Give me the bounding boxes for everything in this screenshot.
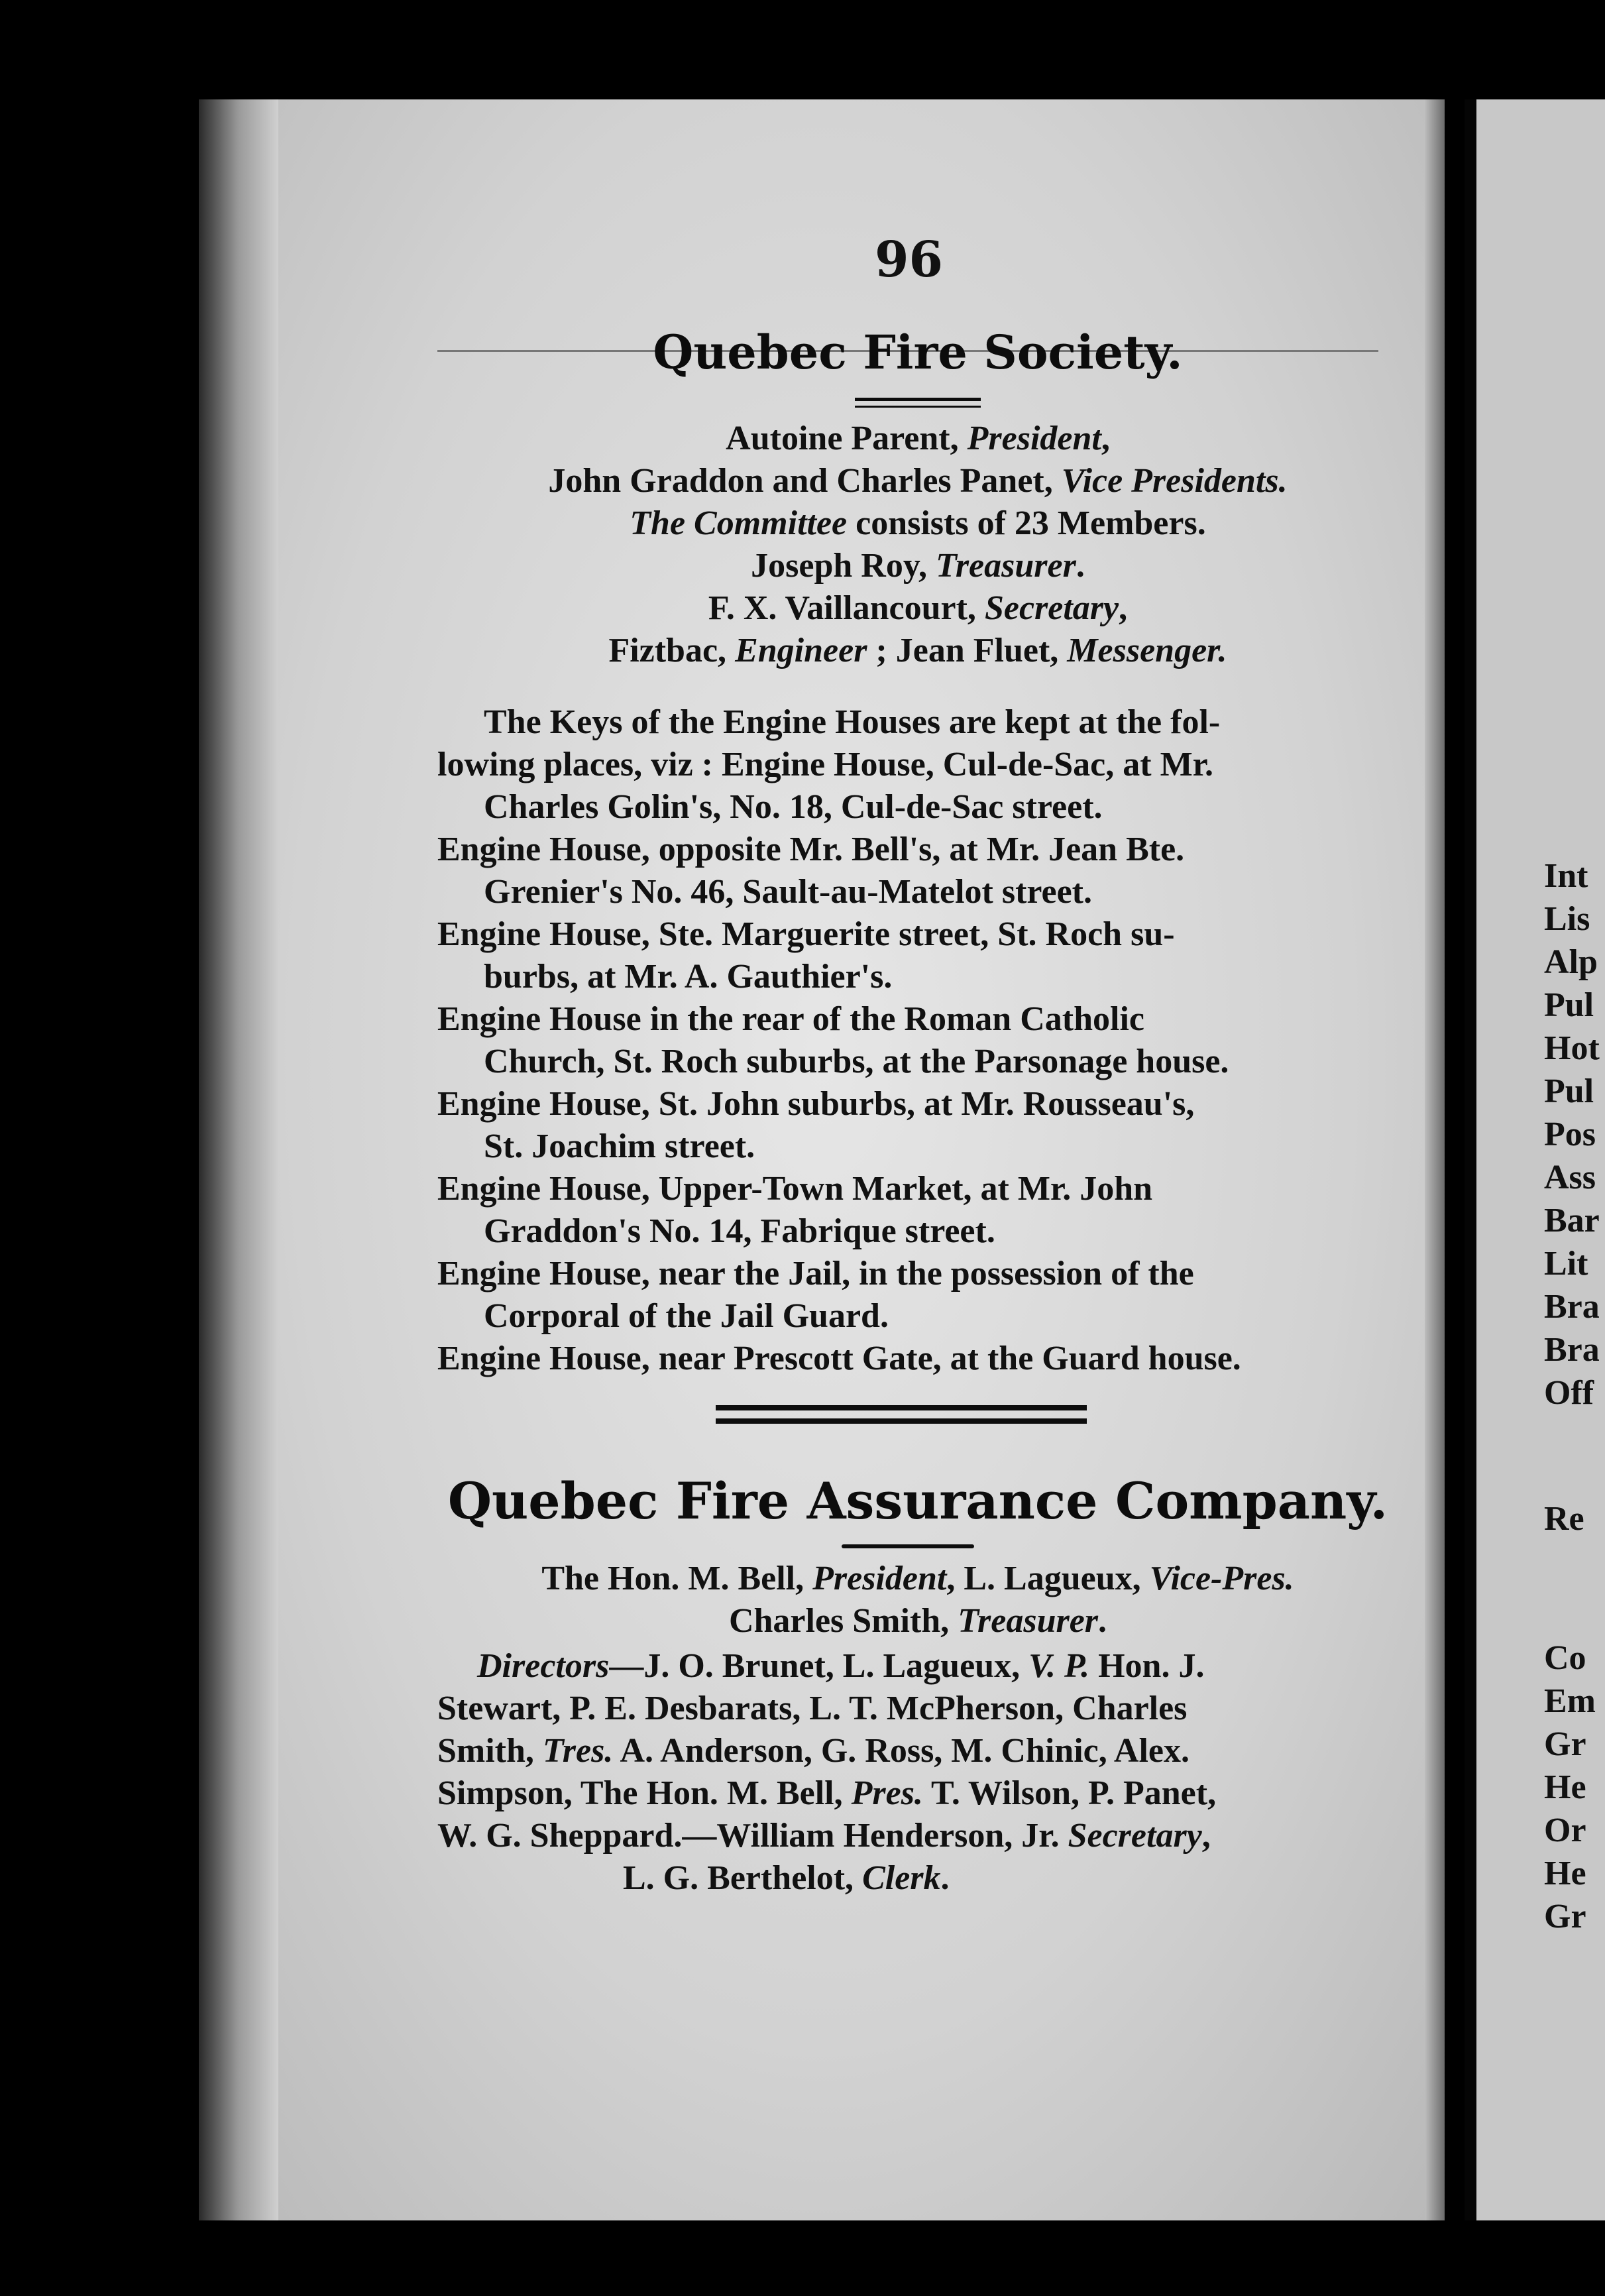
officer-line: F. X. Vaillancourt, Secretary, bbox=[708, 589, 1128, 627]
facing-page-word: Pul bbox=[1544, 986, 1594, 1024]
fire-society-title: Quebec Fire Society. bbox=[653, 325, 1183, 380]
facing-page-word: Int bbox=[1544, 857, 1588, 895]
engine-house-entry-cont: Church, St. Roch suburbs, at the Parsonage house. bbox=[484, 1043, 1229, 1080]
page-edge bbox=[1425, 99, 1445, 2220]
keys-paragraph bbox=[437, 701, 1378, 829]
officer-line: Fiztbac, Engineer ; Jean Fluet, Messenger. bbox=[608, 632, 1227, 669]
section-separator-2 bbox=[716, 1418, 1087, 1424]
facing-page-word: Or bbox=[1544, 1811, 1586, 1849]
facing-page-word: Hot bbox=[1544, 1029, 1600, 1067]
officers-list bbox=[424, 418, 1411, 672]
facing-page-word: Lit bbox=[1544, 1245, 1588, 1283]
engine-house-entry: Engine House, Upper-Town Market, at Mr. John bbox=[437, 1170, 1153, 1208]
directors-paragraph bbox=[437, 1645, 1378, 1900]
engine-house-entry: Engine House, near Prescott Gate, at the Guard house. bbox=[437, 1340, 1241, 1377]
title-ornament bbox=[842, 1544, 974, 1548]
facing-page-word: Pul bbox=[1544, 1072, 1594, 1110]
facing-page-word: Bra bbox=[1544, 1331, 1600, 1369]
clerk-line: L. G. Berthelot, Clerk. bbox=[623, 1859, 950, 1897]
facing-page-word: Gr bbox=[1544, 1725, 1586, 1763]
title-rule-2 bbox=[855, 406, 981, 408]
facing-page-word: Gr bbox=[1544, 1898, 1586, 1935]
facing-page-word: Off bbox=[1544, 1374, 1594, 1412]
keys-line: The Keys of the Engine Houses are kept at the fol- bbox=[484, 703, 1221, 741]
keys-line: lowing places, viz : Engine House, Cul-de-Sac, at Mr. bbox=[437, 746, 1213, 783]
directors-line: Stewart, P. E. Desbarats, L. T. McPherson, Charles bbox=[437, 1690, 1188, 1727]
keys-line: Charles Golin's, No. 18, Cul-de-Sac street. bbox=[484, 788, 1103, 826]
title-rule bbox=[855, 398, 981, 401]
engine-house-entry-cont: burbs, at Mr. A. Gauthier's. bbox=[484, 958, 893, 996]
officer-line: John Graddon and Charles Panet, Vice Presidents. bbox=[548, 462, 1288, 500]
directors-line: Smith, Tres. A. Anderson, G. Ross, M. Chinic, Alex. bbox=[437, 1732, 1190, 1770]
officer-line: Joseph Roy, Treasurer. bbox=[751, 547, 1085, 585]
officer-line: The Committee consists of 23 Members. bbox=[630, 504, 1206, 542]
engine-house-entry: Engine House, St. John suburbs, at Mr. Rousseau's, bbox=[437, 1085, 1195, 1123]
facing-page-word: Pos bbox=[1544, 1116, 1596, 1153]
page-number: 96 bbox=[875, 231, 943, 288]
assurance-line: The Hon. M. Bell, President, L. Lagueux, Vice-Pres. bbox=[541, 1560, 1294, 1597]
engine-house-entry-cont: Graddon's No. 14, Fabrique street. bbox=[484, 1212, 995, 1250]
directors-line: Directors—J. O. Brunet, L. Lagueux, V. P. Hon. J. bbox=[477, 1647, 1205, 1685]
assurance-title: Quebec Fire Assurance Company. bbox=[447, 1471, 1388, 1530]
page-shadow bbox=[199, 99, 278, 2220]
assurance-line: Charles Smith, Treasurer. bbox=[728, 1602, 1107, 1640]
facing-page-word: Lis bbox=[1544, 900, 1590, 938]
engine-house-list bbox=[437, 829, 1378, 1380]
section-separator bbox=[716, 1405, 1087, 1410]
directors-line: Simpson, The Hon. M. Bell, Pres. T. Wilson, P. Panet, bbox=[437, 1774, 1217, 1812]
engine-house-entry-cont: Corporal of the Jail Guard. bbox=[484, 1297, 889, 1335]
engine-house-entry: Engine House in the rear of the Roman Catholic bbox=[437, 1000, 1144, 1038]
facing-page-word: Co bbox=[1544, 1639, 1586, 1677]
facing-page-word: Bar bbox=[1544, 1202, 1600, 1239]
engine-house-entry: Engine House, opposite Mr. Bell's, at Mr. Jean Bte. bbox=[437, 831, 1185, 868]
gutter bbox=[1465, 99, 1476, 2220]
facing-page-word: Ass bbox=[1544, 1159, 1596, 1196]
officer-line: Autoine Parent, President, bbox=[726, 420, 1110, 457]
assurance-officers bbox=[424, 1558, 1411, 1642]
facing-page-word: Re bbox=[1544, 1500, 1584, 1538]
engine-house-entry: Engine House, near the Jail, in the possession of the bbox=[437, 1255, 1194, 1292]
directors-line: W. G. Sheppard.—William Henderson, Jr. Secretary, bbox=[437, 1817, 1211, 1855]
engine-house-entry-cont: Grenier's No. 46, Sault-au-Matelot street. bbox=[484, 873, 1092, 911]
engine-house-entry: Engine House, Ste. Marguerite street, St. Roch su- bbox=[437, 915, 1175, 953]
facing-page-word: Em bbox=[1544, 1682, 1596, 1720]
engine-house-entry-cont: St. Joachim street. bbox=[484, 1127, 755, 1165]
facing-page-word: Bra bbox=[1544, 1288, 1600, 1326]
facing-page-word: He bbox=[1544, 1768, 1586, 1806]
facing-page-word: He bbox=[1544, 1855, 1586, 1892]
facing-page-word: Alp bbox=[1544, 943, 1598, 981]
